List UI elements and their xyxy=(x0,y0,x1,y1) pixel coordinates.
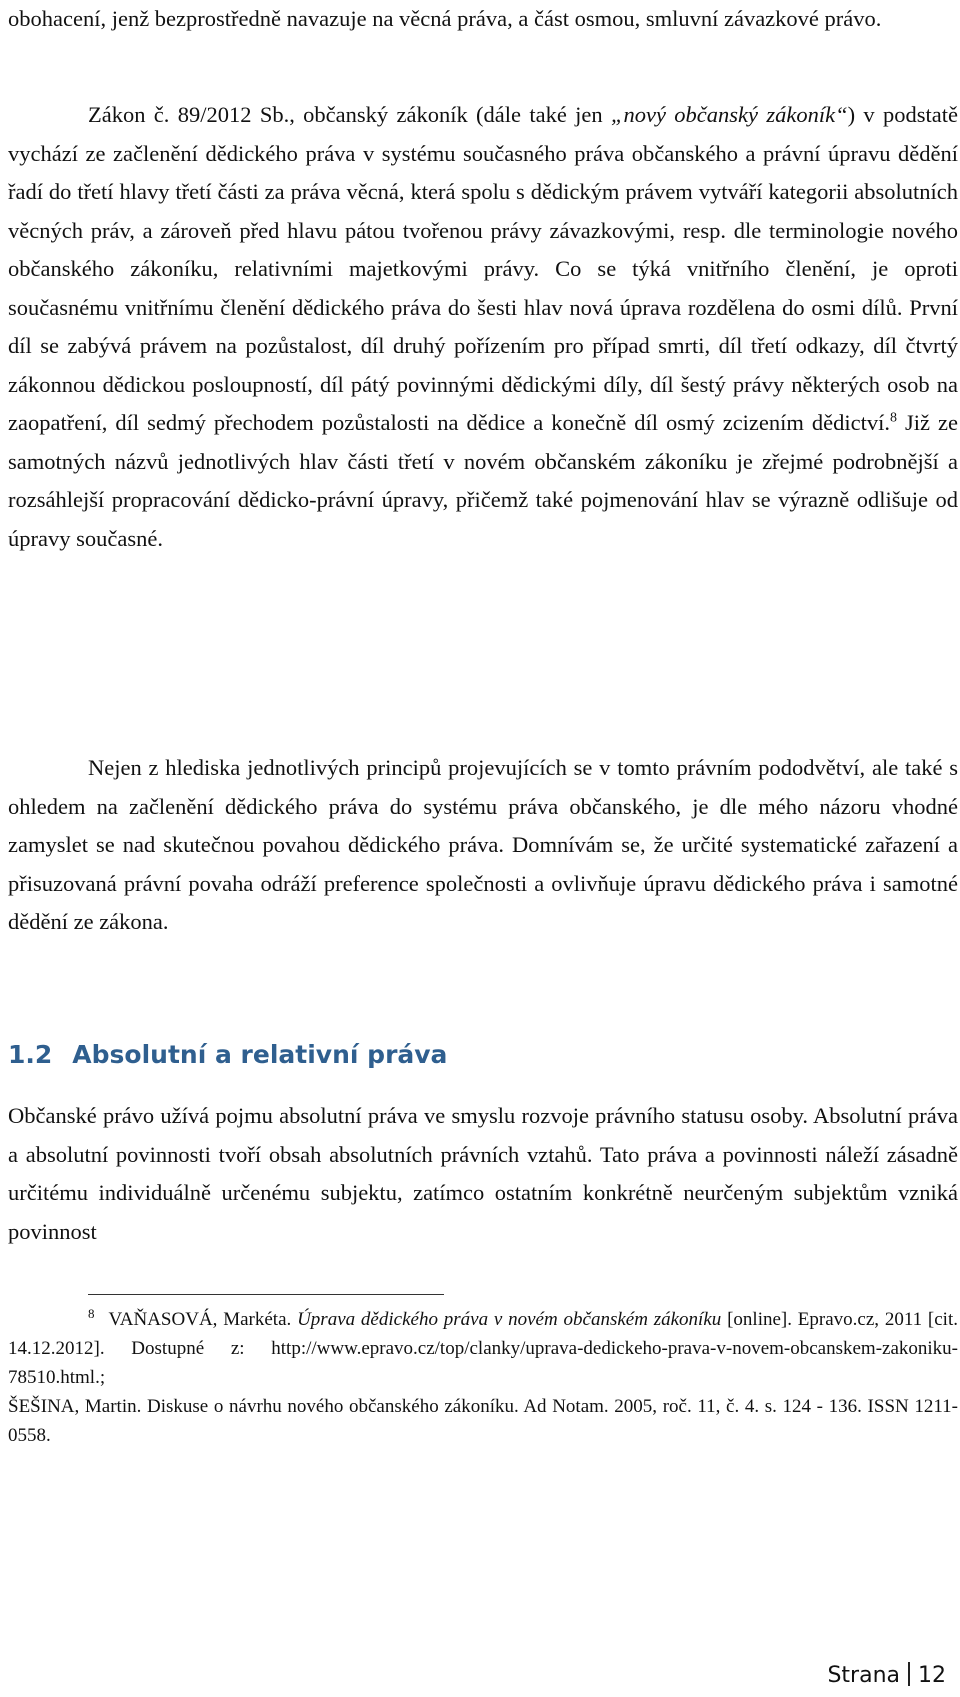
page-number: 12 xyxy=(918,1663,946,1688)
paragraph-text: ) v podstatě vychází ze začlenění dědického práva v systému současného práva občanského a právní úpravu dědění řadí do třetí hlavy třetí části za práva věcná, která spolu s dědickým právem vytváří kategorii absolutních věcných práv, a zároveň před hlavu pátou tvořenou právy závazkovými, resp. dle terminologie nového občanského zákoníku, relativními majetkovými právy. Co se týká vnitřního členění, je oproti současnému vnitřnímu členění dědického práva do šesti hlav nová úprava rozdělena do osmi dílů. První díl se zabývá právem na pozůstalost, díl druhý pořízením pro případ smrti, díl třetí odkazy, díl čtvrtý zákonnou dědickou posloupností, díl pátý povinnými dědickými díly, díl šestý právy některých osob na zaopatření, díl sedmý přechodem pozůstalosti na dědice a konečně díl osmý zcizením dědictví. xyxy=(8,102,958,435)
footnote-reference[interactable]: 8 xyxy=(890,410,898,426)
page-label: Strana xyxy=(827,1663,900,1688)
paragraph-principles: Nejen z hlediska jednotlivých principů projevujících se v tomto právním pododvětví, ale také s ohledem na začlenění dědického práva do systému práva občanského, je dle mého názoru vhodné zamyslet se nad skutečnou povahou dědického práva. Domnívám se, že určité systematické zařazení a přisuzovaná právní povaha odráží preference společnosti a ovlivňuje úpravu dědického práva i samotné dědění ze zákona. xyxy=(8,755,958,934)
section-heading xyxy=(8,1040,447,1069)
footer-divider xyxy=(908,1662,910,1686)
page-footer xyxy=(827,1662,946,1688)
footnote-entry-second: ŠEŠINA, Martin. Diskuse o návrhu nového občanského zákoníku. Ad Notam. 2005, roč. 11, č. 4. s. 124 - 136. ISSN 1211-0558. xyxy=(8,1396,958,1446)
footnotes xyxy=(8,1305,958,1450)
footnote-title: Úprava dědického práva v novém občanském zákoníku xyxy=(297,1309,722,1330)
footnote-text: [online]. Epravo.cz, 2011 [cit. 14.12.2012]. Dostupné z: http://www.epravo.cz/top/clanky/uprava-dedickeho-prava-v-novem-obcanskem-zakoniku-78510.html.; xyxy=(8,1309,958,1388)
section-number: 1.2 xyxy=(8,1040,53,1069)
footnote-mark: 8 xyxy=(88,1305,95,1321)
footnote-entry xyxy=(8,1305,958,1392)
footnote-separator xyxy=(88,1294,444,1295)
paragraph-continuation: obohacení, jenž bezprostředně navazuje na věcná práva, a část osmou, smluvní závazkové právo. xyxy=(8,6,882,31)
paragraph-new-civil-code xyxy=(8,96,958,558)
paragraph-text: Již ze samotných názvů jednotlivých hlav části třetí v novém občanském zákoníku je zřejmé podrobnější a rozsáhlejší propracování dědicko-právní úpravy, přičemž také pojmenování hlav se výrazně odlišuje od úpravy současné. xyxy=(8,410,958,551)
section-title: Absolutní a relativní práva xyxy=(72,1040,448,1069)
footnote-text: VAŇASOVÁ, Markéta. xyxy=(108,1309,298,1330)
paragraph-absolute-rights: Občanské právo užívá pojmu absolutní práva ve smyslu rozvoje právního statusu osoby. Absolutní práva a absolutní povinnosti tvoří obsah absolutních právních vztahů. Tato práva a povinnosti náleží zásadně určitému individuálně určenému subjektu, zatímco ostatním konkrétně neurčeným subjektům vzniká povinnost xyxy=(8,1103,958,1244)
paragraph-text: Zákon č. 89/2012 Sb., občanský zákoník (dále také jen xyxy=(88,102,611,127)
italic-term: „nový občanský zákoník“ xyxy=(610,102,848,127)
